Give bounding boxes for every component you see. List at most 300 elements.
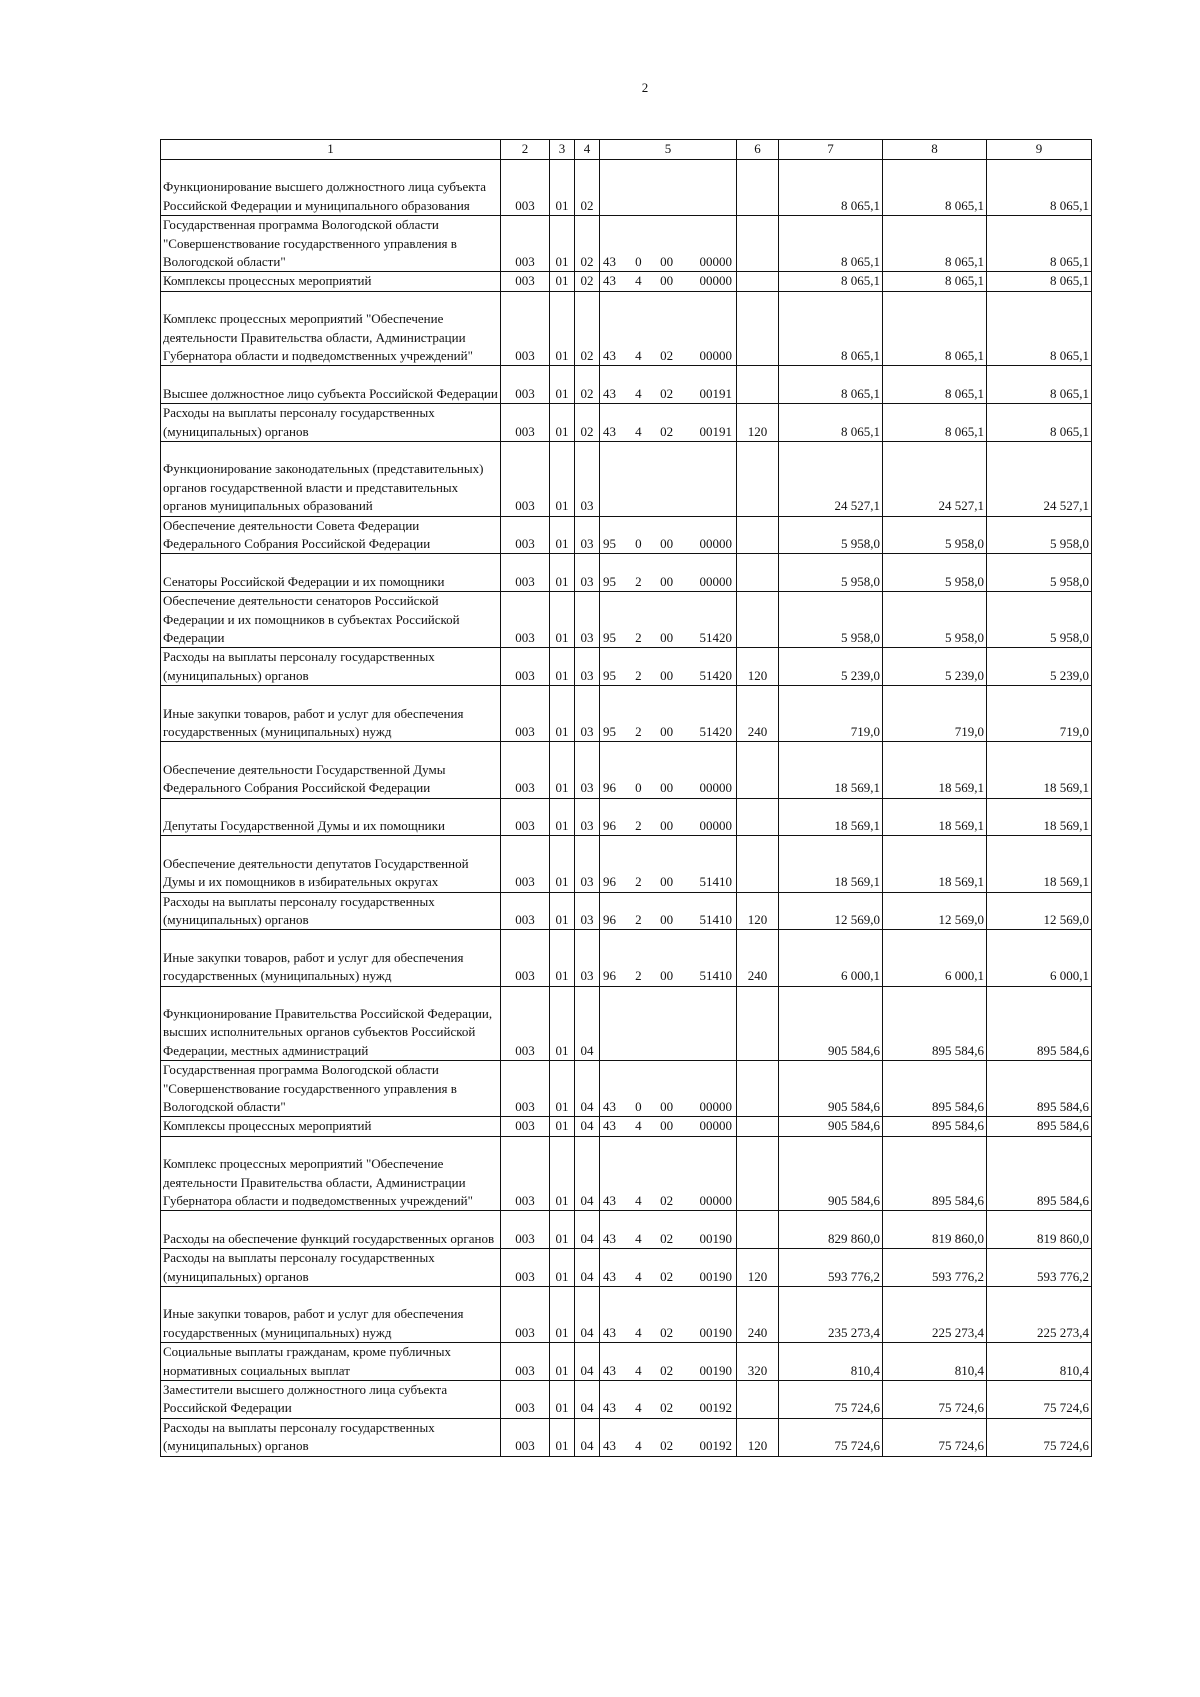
expense-type-cell bbox=[737, 1061, 779, 1117]
target-article-part: 00000 bbox=[699, 348, 732, 363]
amount-year3-cell: 8 065,1 bbox=[987, 160, 1092, 216]
ministry-code-cell: 003 bbox=[501, 1061, 550, 1117]
target-article-cell bbox=[600, 554, 737, 592]
item-name-cell: Высшее должностное лицо субъекта Российской Федерации bbox=[161, 366, 501, 404]
amount-year2-cell: 8 065,1 bbox=[883, 272, 987, 291]
target-article-part: 00191 bbox=[699, 385, 732, 401]
target-article-part: 00 bbox=[660, 874, 674, 890]
target-article-part: 4 bbox=[635, 273, 642, 289]
target-article-part: 2 bbox=[635, 667, 642, 683]
amount-year1-cell: 8 065,1 bbox=[779, 160, 883, 216]
table-row bbox=[161, 686, 1092, 742]
subsection-code-cell: 03 bbox=[575, 516, 600, 554]
page-number: 2 bbox=[641, 80, 649, 95]
section-code-cell: 01 bbox=[550, 272, 575, 291]
amount-year2-cell: 5 958,0 bbox=[883, 516, 987, 554]
amount-year1-cell: 5 958,0 bbox=[779, 554, 883, 592]
target-article-part: 00190 bbox=[699, 1268, 732, 1284]
subsection-code-cell: 02 bbox=[575, 272, 600, 291]
target-article-cell bbox=[600, 742, 737, 798]
section-code-cell: 01 bbox=[550, 1136, 575, 1211]
target-article-part: 02 bbox=[660, 385, 674, 401]
target-article-part: 00 bbox=[660, 724, 674, 740]
target-article-part: 95 bbox=[603, 724, 616, 740]
header-cell: 8 bbox=[883, 140, 987, 160]
target-article-part: 00000 bbox=[699, 1118, 732, 1134]
expense-type-cell bbox=[737, 986, 779, 1061]
expense-type-cell: 120 bbox=[737, 648, 779, 686]
target-article-part: 00000 bbox=[699, 536, 732, 552]
table-row bbox=[161, 516, 1092, 554]
section-code-cell: 01 bbox=[550, 442, 575, 517]
expense-type-cell: 120 bbox=[737, 1249, 779, 1287]
amount-year1-cell: 18 569,1 bbox=[779, 836, 883, 892]
table-row bbox=[161, 1117, 1092, 1136]
section-code-cell: 01 bbox=[550, 686, 575, 742]
table-row bbox=[161, 1287, 1092, 1343]
amount-year1-cell: 810,4 bbox=[779, 1343, 883, 1381]
target-article-part: 02 bbox=[660, 423, 674, 439]
subsection-code-cell: 04 bbox=[575, 1211, 600, 1249]
expense-type-cell bbox=[737, 798, 779, 836]
header-cell: 9 bbox=[987, 140, 1092, 160]
target-article-part: 43 bbox=[603, 1400, 616, 1416]
table-row bbox=[161, 554, 1092, 592]
table-row bbox=[161, 1249, 1092, 1287]
table-row bbox=[161, 592, 1092, 648]
amount-year1-cell: 719,0 bbox=[779, 686, 883, 742]
target-article-part: 00000 bbox=[699, 780, 732, 796]
target-article-part: 43 bbox=[603, 1099, 616, 1115]
amount-year3-cell: 5 239,0 bbox=[987, 648, 1092, 686]
item-name-cell: Депутаты Государственной Думы и их помощники bbox=[161, 798, 501, 836]
amount-year1-cell: 5 239,0 bbox=[779, 648, 883, 686]
expense-type-cell bbox=[737, 216, 779, 272]
table-row bbox=[161, 404, 1092, 442]
amount-year1-cell: 24 527,1 bbox=[779, 442, 883, 517]
target-article-part: 02 bbox=[660, 1230, 674, 1246]
subsection-code-cell: 04 bbox=[575, 1249, 600, 1287]
subsection-code-cell: 04 bbox=[575, 1061, 600, 1117]
target-article-part: 4 bbox=[635, 1230, 642, 1246]
subsection-code-cell: 02 bbox=[575, 216, 600, 272]
target-article-part: 00 bbox=[660, 254, 674, 269]
section-code-cell: 01 bbox=[550, 516, 575, 554]
expense-type-cell bbox=[737, 1381, 779, 1419]
target-article-cell bbox=[600, 291, 737, 366]
header-cell: 1 bbox=[161, 140, 501, 160]
amount-year3-cell: 8 065,1 bbox=[987, 272, 1092, 291]
subsection-code-cell: 04 bbox=[575, 1343, 600, 1381]
section-code-cell: 01 bbox=[550, 1287, 575, 1343]
item-name-cell: Комплекс процессных мероприятий "Обеспечение деятельности Правительства области, Администрации Губернатора области и подведомственных учреждений" bbox=[161, 291, 501, 366]
ministry-code-cell: 003 bbox=[501, 892, 550, 930]
amount-year2-cell: 18 569,1 bbox=[883, 798, 987, 836]
amount-year1-cell: 905 584,6 bbox=[779, 986, 883, 1061]
amount-year2-cell: 895 584,6 bbox=[883, 1061, 987, 1117]
amount-year3-cell: 719,0 bbox=[987, 686, 1092, 742]
target-article-cell bbox=[600, 1418, 737, 1456]
target-article-part: 2 bbox=[635, 724, 642, 740]
section-code-cell: 01 bbox=[550, 592, 575, 648]
target-article-part: 51410 bbox=[699, 874, 732, 890]
ministry-code-cell: 003 bbox=[501, 686, 550, 742]
amount-year2-cell: 18 569,1 bbox=[883, 836, 987, 892]
amount-year1-cell: 8 065,1 bbox=[779, 404, 883, 442]
item-name-cell: Расходы на выплаты персоналу государственных (муниципальных) органов bbox=[161, 648, 501, 686]
target-article-part: 00190 bbox=[699, 1230, 732, 1246]
amount-year3-cell: 6 000,1 bbox=[987, 930, 1092, 986]
section-code-cell: 01 bbox=[550, 554, 575, 592]
table-row bbox=[161, 892, 1092, 930]
item-name-cell: Расходы на выплаты персоналу государственных (муниципальных) органов bbox=[161, 1249, 501, 1287]
amount-year3-cell: 18 569,1 bbox=[987, 798, 1092, 836]
target-article-cell bbox=[600, 1117, 737, 1136]
target-article-part: 95 bbox=[603, 573, 616, 589]
amount-year1-cell: 829 860,0 bbox=[779, 1211, 883, 1249]
amount-year2-cell: 8 065,1 bbox=[883, 404, 987, 442]
table-row bbox=[161, 366, 1092, 404]
table-row bbox=[161, 798, 1092, 836]
expense-type-cell bbox=[737, 836, 779, 892]
section-code-cell: 01 bbox=[550, 160, 575, 216]
target-article-part: 02 bbox=[660, 348, 674, 363]
target-article-part: 95 bbox=[603, 667, 616, 683]
section-code-cell: 01 bbox=[550, 366, 575, 404]
item-name-cell: Иные закупки товаров, работ и услуг для обеспечения государственных (муниципальных) нужд bbox=[161, 930, 501, 986]
target-article-part: 96 bbox=[603, 968, 616, 984]
target-article-part: 2 bbox=[635, 968, 642, 984]
section-code-cell: 01 bbox=[550, 836, 575, 892]
amount-year1-cell: 75 724,6 bbox=[779, 1418, 883, 1456]
target-article-part: 0 bbox=[635, 536, 642, 552]
target-article-part: 00 bbox=[660, 536, 674, 552]
budget-table bbox=[160, 139, 1092, 1457]
table-row bbox=[161, 216, 1092, 272]
amount-year1-cell: 12 569,0 bbox=[779, 892, 883, 930]
ministry-code-cell: 003 bbox=[501, 554, 550, 592]
target-article-part: 02 bbox=[660, 1268, 674, 1284]
item-name-cell: Расходы на выплаты персоналу государственных (муниципальных) органов bbox=[161, 404, 501, 442]
target-article-part: 4 bbox=[635, 1438, 642, 1454]
target-article-part: 96 bbox=[603, 818, 616, 834]
ministry-code-cell: 003 bbox=[501, 442, 550, 517]
subsection-code-cell: 04 bbox=[575, 1136, 600, 1211]
item-name-cell: Комплексы процессных мероприятий bbox=[161, 272, 501, 291]
amount-year1-cell: 5 958,0 bbox=[779, 516, 883, 554]
target-article-cell bbox=[600, 892, 737, 930]
amount-year3-cell: 8 065,1 bbox=[987, 366, 1092, 404]
target-article-part: 02 bbox=[660, 1400, 674, 1416]
ministry-code-cell: 003 bbox=[501, 160, 550, 216]
target-article-cell bbox=[600, 592, 737, 648]
target-article-part: 0 bbox=[635, 780, 642, 796]
amount-year1-cell: 8 065,1 bbox=[779, 366, 883, 404]
target-article-part: 43 bbox=[603, 273, 616, 289]
target-article-part: 4 bbox=[635, 1193, 642, 1209]
header-cell: 3 bbox=[550, 140, 575, 160]
target-article-part: 2 bbox=[635, 573, 642, 589]
amount-year2-cell: 593 776,2 bbox=[883, 1249, 987, 1287]
amount-year3-cell: 75 724,6 bbox=[987, 1418, 1092, 1456]
target-article-part: 00 bbox=[660, 968, 674, 984]
ministry-code-cell: 003 bbox=[501, 592, 550, 648]
section-code-cell: 01 bbox=[550, 291, 575, 366]
target-article-part: 0 bbox=[635, 1099, 642, 1115]
target-article-part: 2 bbox=[635, 912, 642, 928]
target-article-part: 2 bbox=[635, 818, 642, 834]
target-article-part: 51410 bbox=[699, 968, 732, 984]
amount-year2-cell: 12 569,0 bbox=[883, 892, 987, 930]
section-code-cell: 01 bbox=[550, 742, 575, 798]
target-article-part: 43 bbox=[603, 1230, 616, 1246]
item-name-cell: Обеспечение деятельности Государственной Думы Федерального Собрания Российской Федерации bbox=[161, 742, 501, 798]
target-article-part: 4 bbox=[635, 348, 642, 363]
target-article-part: 00192 bbox=[699, 1438, 732, 1454]
amount-year1-cell: 6 000,1 bbox=[779, 930, 883, 986]
item-name-cell: Государственная программа Вологодской области "Совершенствование государственного управления в Вологодской области" bbox=[161, 1061, 501, 1117]
item-name-cell: Функционирование Правительства Российской Федерации, высших исполнительных органов субъектов Российской Федерации, местных администраций bbox=[161, 986, 501, 1061]
amount-year2-cell: 6 000,1 bbox=[883, 930, 987, 986]
amount-year3-cell: 819 860,0 bbox=[987, 1211, 1092, 1249]
header-cell: 6 bbox=[737, 140, 779, 160]
target-article-part: 2 bbox=[635, 630, 642, 646]
expense-type-cell bbox=[737, 554, 779, 592]
target-article-part: 02 bbox=[660, 1324, 674, 1340]
ministry-code-cell: 003 bbox=[501, 272, 550, 291]
section-code-cell: 01 bbox=[550, 216, 575, 272]
target-article-part: 2 bbox=[635, 874, 642, 890]
expense-type-cell bbox=[737, 592, 779, 648]
amount-year2-cell: 8 065,1 bbox=[883, 291, 987, 366]
header-cell: 7 bbox=[779, 140, 883, 160]
header-cell: 2 bbox=[501, 140, 550, 160]
amount-year2-cell: 75 724,6 bbox=[883, 1381, 987, 1419]
subsection-code-cell: 02 bbox=[575, 366, 600, 404]
subsection-code-cell: 03 bbox=[575, 930, 600, 986]
expense-type-cell: 240 bbox=[737, 1287, 779, 1343]
table-header-row bbox=[161, 140, 1092, 160]
table-row bbox=[161, 160, 1092, 216]
target-article-part: 43 bbox=[603, 1438, 616, 1454]
ministry-code-cell: 003 bbox=[501, 216, 550, 272]
amount-year2-cell: 8 065,1 bbox=[883, 160, 987, 216]
amount-year3-cell: 12 569,0 bbox=[987, 892, 1092, 930]
ministry-code-cell: 003 bbox=[501, 742, 550, 798]
subsection-code-cell: 03 bbox=[575, 442, 600, 517]
target-article-part: 43 bbox=[603, 1193, 616, 1209]
target-article-part: 00190 bbox=[699, 1362, 732, 1378]
item-name-cell: Сенаторы Российской Федерации и их помощники bbox=[161, 554, 501, 592]
item-name-cell: Расходы на выплаты персоналу государственных (муниципальных) органов bbox=[161, 892, 501, 930]
target-article-cell bbox=[600, 798, 737, 836]
amount-year2-cell: 819 860,0 bbox=[883, 1211, 987, 1249]
amount-year2-cell: 5 958,0 bbox=[883, 554, 987, 592]
item-name-cell: Расходы на выплаты персоналу государственных (муниципальных) органов bbox=[161, 1418, 501, 1456]
amount-year1-cell: 5 958,0 bbox=[779, 592, 883, 648]
subsection-code-cell: 04 bbox=[575, 986, 600, 1061]
target-article-part: 43 bbox=[603, 1362, 616, 1378]
target-article-part: 96 bbox=[603, 912, 616, 928]
ministry-code-cell: 003 bbox=[501, 366, 550, 404]
amount-year3-cell: 24 527,1 bbox=[987, 442, 1092, 517]
amount-year2-cell: 895 584,6 bbox=[883, 986, 987, 1061]
expense-type-cell bbox=[737, 1136, 779, 1211]
header-cell: 5 bbox=[600, 140, 737, 160]
amount-year3-cell: 5 958,0 bbox=[987, 592, 1092, 648]
item-name-cell: Функционирование высшего должностного лица субъекта Российской Федерации и муниципального образования bbox=[161, 160, 501, 216]
amount-year1-cell: 235 273,4 bbox=[779, 1287, 883, 1343]
target-article-cell bbox=[600, 160, 737, 216]
item-name-cell: Иные закупки товаров, работ и услуг для обеспечения государственных (муниципальных) нужд bbox=[161, 686, 501, 742]
section-code-cell: 01 bbox=[550, 930, 575, 986]
ministry-code-cell: 003 bbox=[501, 1418, 550, 1456]
amount-year2-cell: 895 584,6 bbox=[883, 1117, 987, 1136]
amount-year1-cell: 905 584,6 bbox=[779, 1061, 883, 1117]
target-article-part: 96 bbox=[603, 780, 616, 796]
table-row bbox=[161, 1343, 1092, 1381]
amount-year3-cell: 225 273,4 bbox=[987, 1287, 1092, 1343]
target-article-part: 00190 bbox=[699, 1324, 732, 1340]
target-article-cell bbox=[600, 216, 737, 272]
expense-type-cell bbox=[737, 272, 779, 291]
expense-type-cell bbox=[737, 291, 779, 366]
target-article-part: 4 bbox=[635, 1400, 642, 1416]
table-row bbox=[161, 836, 1092, 892]
target-article-part: 00000 bbox=[699, 254, 732, 269]
section-code-cell: 01 bbox=[550, 798, 575, 836]
target-article-cell bbox=[600, 272, 737, 291]
table-row bbox=[161, 272, 1092, 291]
target-article-cell bbox=[600, 986, 737, 1061]
expense-type-cell bbox=[737, 160, 779, 216]
amount-year1-cell: 18 569,1 bbox=[779, 742, 883, 798]
target-article-part: 02 bbox=[660, 1193, 674, 1209]
item-name-cell: Обеспечение деятельности депутатов Государственной Думы и их помощников в избирательных округах bbox=[161, 836, 501, 892]
subsection-code-cell: 03 bbox=[575, 742, 600, 798]
table-row bbox=[161, 1211, 1092, 1249]
target-article-part: 51420 bbox=[699, 630, 732, 646]
item-name-cell: Обеспечение деятельности Совета Федерации Федерального Собрания Российской Федерации bbox=[161, 516, 501, 554]
expense-type-cell: 320 bbox=[737, 1343, 779, 1381]
target-article-part: 95 bbox=[603, 536, 616, 552]
subsection-code-cell: 03 bbox=[575, 892, 600, 930]
ministry-code-cell: 003 bbox=[501, 404, 550, 442]
header-cell: 4 bbox=[575, 140, 600, 160]
amount-year3-cell: 895 584,6 bbox=[987, 1117, 1092, 1136]
expense-type-cell bbox=[737, 366, 779, 404]
amount-year1-cell: 8 065,1 bbox=[779, 216, 883, 272]
target-article-part: 00 bbox=[660, 1099, 674, 1115]
amount-year3-cell: 8 065,1 bbox=[987, 216, 1092, 272]
item-name-cell: Комплекс процессных мероприятий "Обеспечение деятельности Правительства области, Администрации Губернатора области и подведомственных учреждений" bbox=[161, 1136, 501, 1211]
target-article-part: 4 bbox=[635, 1118, 642, 1134]
expense-type-cell bbox=[737, 742, 779, 798]
amount-year3-cell: 895 584,6 bbox=[987, 986, 1092, 1061]
table-row bbox=[161, 1061, 1092, 1117]
target-article-part: 00000 bbox=[699, 273, 732, 289]
ministry-code-cell: 003 bbox=[501, 1249, 550, 1287]
subsection-code-cell: 02 bbox=[575, 291, 600, 366]
amount-year3-cell: 895 584,6 bbox=[987, 1136, 1092, 1211]
target-article-part: 43 bbox=[603, 1268, 616, 1284]
section-code-cell: 01 bbox=[550, 648, 575, 686]
amount-year3-cell: 8 065,1 bbox=[987, 404, 1092, 442]
target-article-part: 0 bbox=[635, 254, 642, 269]
target-article-part: 00000 bbox=[699, 573, 732, 589]
amount-year3-cell: 810,4 bbox=[987, 1343, 1092, 1381]
target-article-part: 00 bbox=[660, 912, 674, 928]
target-article-part: 4 bbox=[635, 1324, 642, 1340]
amount-year1-cell: 8 065,1 bbox=[779, 272, 883, 291]
ministry-code-cell: 003 bbox=[501, 836, 550, 892]
subsection-code-cell: 02 bbox=[575, 404, 600, 442]
amount-year2-cell: 24 527,1 bbox=[883, 442, 987, 517]
expense-type-cell: 120 bbox=[737, 1418, 779, 1456]
table-row bbox=[161, 930, 1092, 986]
target-article-cell bbox=[600, 442, 737, 517]
subsection-code-cell: 04 bbox=[575, 1117, 600, 1136]
target-article-part: 00 bbox=[660, 273, 674, 289]
target-article-cell bbox=[600, 648, 737, 686]
target-article-part: 43 bbox=[603, 1324, 616, 1340]
ministry-code-cell: 003 bbox=[501, 1381, 550, 1419]
target-article-part: 00000 bbox=[699, 818, 732, 834]
target-article-part: 43 bbox=[603, 348, 616, 363]
item-name-cell: Иные закупки товаров, работ и услуг для обеспечения государственных (муниципальных) нужд bbox=[161, 1287, 501, 1343]
expense-type-cell: 120 bbox=[737, 404, 779, 442]
target-article-part: 95 bbox=[603, 630, 616, 646]
amount-year2-cell: 18 569,1 bbox=[883, 742, 987, 798]
target-article-part: 00000 bbox=[699, 1099, 732, 1115]
subsection-code-cell: 04 bbox=[575, 1381, 600, 1419]
amount-year2-cell: 8 065,1 bbox=[883, 216, 987, 272]
target-article-cell bbox=[600, 366, 737, 404]
target-article-part: 00 bbox=[660, 818, 674, 834]
ministry-code-cell: 003 bbox=[501, 1136, 550, 1211]
target-article-part: 96 bbox=[603, 874, 616, 890]
table-row bbox=[161, 1381, 1092, 1419]
subsection-code-cell: 03 bbox=[575, 554, 600, 592]
amount-year1-cell: 905 584,6 bbox=[779, 1136, 883, 1211]
section-code-cell: 01 bbox=[550, 1061, 575, 1117]
item-name-cell: Социальные выплаты гражданам, кроме публичных нормативных социальных выплат bbox=[161, 1343, 501, 1381]
subsection-code-cell: 02 bbox=[575, 160, 600, 216]
expense-type-cell bbox=[737, 516, 779, 554]
amount-year2-cell: 719,0 bbox=[883, 686, 987, 742]
target-article-cell bbox=[600, 516, 737, 554]
amount-year3-cell: 593 776,2 bbox=[987, 1249, 1092, 1287]
ministry-code-cell: 003 bbox=[501, 516, 550, 554]
amount-year3-cell: 5 958,0 bbox=[987, 554, 1092, 592]
amount-year3-cell: 8 065,1 bbox=[987, 291, 1092, 366]
section-code-cell: 01 bbox=[550, 1381, 575, 1419]
target-article-cell bbox=[600, 836, 737, 892]
amount-year3-cell: 18 569,1 bbox=[987, 836, 1092, 892]
ministry-code-cell: 003 bbox=[501, 1343, 550, 1381]
section-code-cell: 01 bbox=[550, 986, 575, 1061]
expense-type-cell bbox=[737, 1211, 779, 1249]
ministry-code-cell: 003 bbox=[501, 1287, 550, 1343]
amount-year1-cell: 18 569,1 bbox=[779, 798, 883, 836]
target-article-cell bbox=[600, 1211, 737, 1249]
target-article-part: 00 bbox=[660, 573, 674, 589]
table-row bbox=[161, 742, 1092, 798]
target-article-part: 43 bbox=[603, 385, 616, 401]
section-code-cell: 01 bbox=[550, 1343, 575, 1381]
target-article-part: 00 bbox=[660, 1118, 674, 1134]
amount-year3-cell: 75 724,6 bbox=[987, 1381, 1092, 1419]
